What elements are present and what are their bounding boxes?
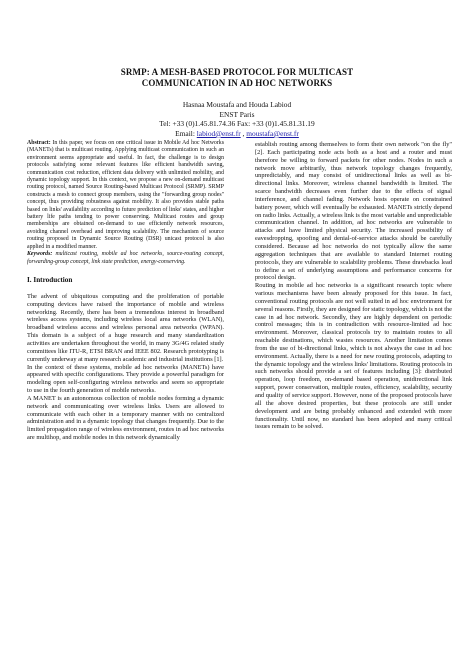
keywords-text: multicast routing, mobile ad hoc networks, source-routing concept, forwarding-group concept, link state prediction, energy-conserving.: [27, 251, 224, 265]
intro-paragraph-5: Routing in mobile ad hoc networks is a significant research topic where various mechanisms have been already proposed for this issue. In fact, conventional routing protocols are not well suited in ad hoc environment for several reasons. Firstly, they are designed for static topology, which is not the case in ad hoc network. Secondly, they are highly dependent on periodic control messages; this is in contradiction with resource-limited ad hoc environment. Moreover, classical protocols try to maintain routes to all reachable destinations, which wastes resources. Another limitation comes from the use of bi-directional links, which is not always the case in ad hoc environment. Actually, there is a need for new routing protocols, adapting to the dynamic topology and the wireless links' limitations. Routing protocols in such networks should provide a set of features including [3]: distributed operation, loop freedom, on-demand based operation, unidirectional link support, power conservation, multiple routes, efficiency, scalability, security and quality of service support. However, none of the proposed protocols have all the above desired properties, but these protocols are still under development and are being probably enhanced and extended with more functionality. Until now, no standard has been adopted and many critical issues remain to be solved.: [255, 282, 452, 431]
author-names: Hasnaa Moustafa and Houda Labiod: [182, 100, 292, 109]
email-link-moustafa[interactable]: moustafa@enst.fr: [246, 128, 299, 138]
abstract-text: In this paper, we focus on one critical issue in Mobile Ad hoc Networks (MANETs) that is multicast routing. Applying multicast communication in such an environment seems appropriate and useful. In fact, the challenge is to design protocols satisfying some relevant features like efficient bandwidth saving, communication cost reduction, efficient data delivery with unlimited mobility, and dynamic topology support. In this context, we propose a new on-demand multicast routing protocol, named Source Routing-based Multicast Protocol (SRMP). SRMP constructs a mesh to connect group members, using the "forwarding group nodes" concept, thus providing robustness against mobility. It also provides stable paths based on links' availability according to future prediction of links' states, and higher battery life paths tending to power conserving. Multicast routes and group memberships are obtained on-demand to use efficiently network resources, avoiding channel overhead and improving scalability. The mechanism of source routing proposed in Dynamic Source Routing (DSR) unicast protocol is also applied in a modified manner.: [27, 140, 224, 250]
email-line: [60, 129, 414, 139]
intro-paragraph-1: The advent of ubiquitous computing and the proliferation of portable computing devices have raised the importance of mobile and wireless networking. Recently, there has been a tremendous interest in broadband wireless access systems, including wireless local area networks (WLAN), broadband wireless access and wireless personal area networks (WPAN). This domain is a subject of a huge research and many standardization activities are undertaken throughout the world, in many 3G/4G related study committees like ITU-R, ETSI BRAN and IEEE 802. Research prototyping is currently underway at many research academic and industrial institutions [1].: [27, 292, 224, 363]
keywords: [27, 251, 224, 266]
title-line-1: SRMP: A MESH-BASED PROTOCOL FOR MULTICAST: [120, 67, 354, 77]
email-prefix: Email:: [175, 128, 197, 138]
affiliation: ENST Paris: [219, 109, 255, 119]
title-line-2: COMMUNICATION IN AD HOC NETWORKS: [141, 78, 333, 88]
intro-paragraph-2: In the context of these systems, mobile ad hoc networks (MANETs) have appeared with specific configurations. They provide a powerful paradigm for modeling open self-configuring wireless networks and seem so appropriate to use in the fourth generation of mobile networks.: [27, 363, 224, 395]
left-column: [27, 140, 224, 442]
email-link-labiod[interactable]: labiod@enst.fr: [196, 128, 241, 138]
abstract: [27, 140, 224, 251]
intro-paragraph-3: A MANET is an autonomous collection of mobile nodes forming a dynamic network and communicating over wireless links. Users are allowed to communicate with each other in a temporary manner with no centralized administration and in a dynamic topology that changes frequently. Due to the limited propagation range of wireless environment, routes in ad hoc networks are multihop, and mobile nodes in this network dynamically: [27, 394, 224, 442]
paper-title: [60, 67, 414, 89]
contact-numbers: Tel: +33 (0)1.45.81.74.36 Fax: +33 (0)1.45.81.31.19: [159, 119, 315, 129]
abstract-label: Abstract:: [27, 140, 51, 146]
keywords-label: Keywords:: [27, 251, 53, 258]
right-column: [255, 141, 452, 431]
intro-paragraph-4: establish routing among themselves to form their own network "on the fly" [2]. Each participating node acts both as a host and a router and must therefore be willing to forward packets for other nodes. Nodes in such a network move arbitrarily, thus network topology changes frequently, unpredictably, and may consist of unidirectional links as well as bi-directional links. Moreover, wireless channel bandwidth is limited. The scarce bandwidth decreases even further due to the effects of signal interference, and channel fading. Network hosts operate on constrained battery power, which will eventually be exhausted. MANETs strictly depend on radio links. Actually, a wireless link is the most variable and unpredictable communication channel. In addition, ad hoc networks are vulnerable to attacks and have limited physical security. The increased possibility of eavesdropping, spoofing and denial-of-service attacks should be carefully considered. Because ad hoc networks do not typically allow the same aggregation techniques that are available to standard Internet routing protocols, they are vulnerable to scalability problems. These drawbacks lead to define a set of underlying assumptions and performance concerns for protocol design.: [255, 141, 452, 282]
author-block: [60, 100, 414, 138]
email-separator: ,: [240, 128, 247, 138]
section-heading-introduction: I. Introduction: [27, 275, 73, 284]
